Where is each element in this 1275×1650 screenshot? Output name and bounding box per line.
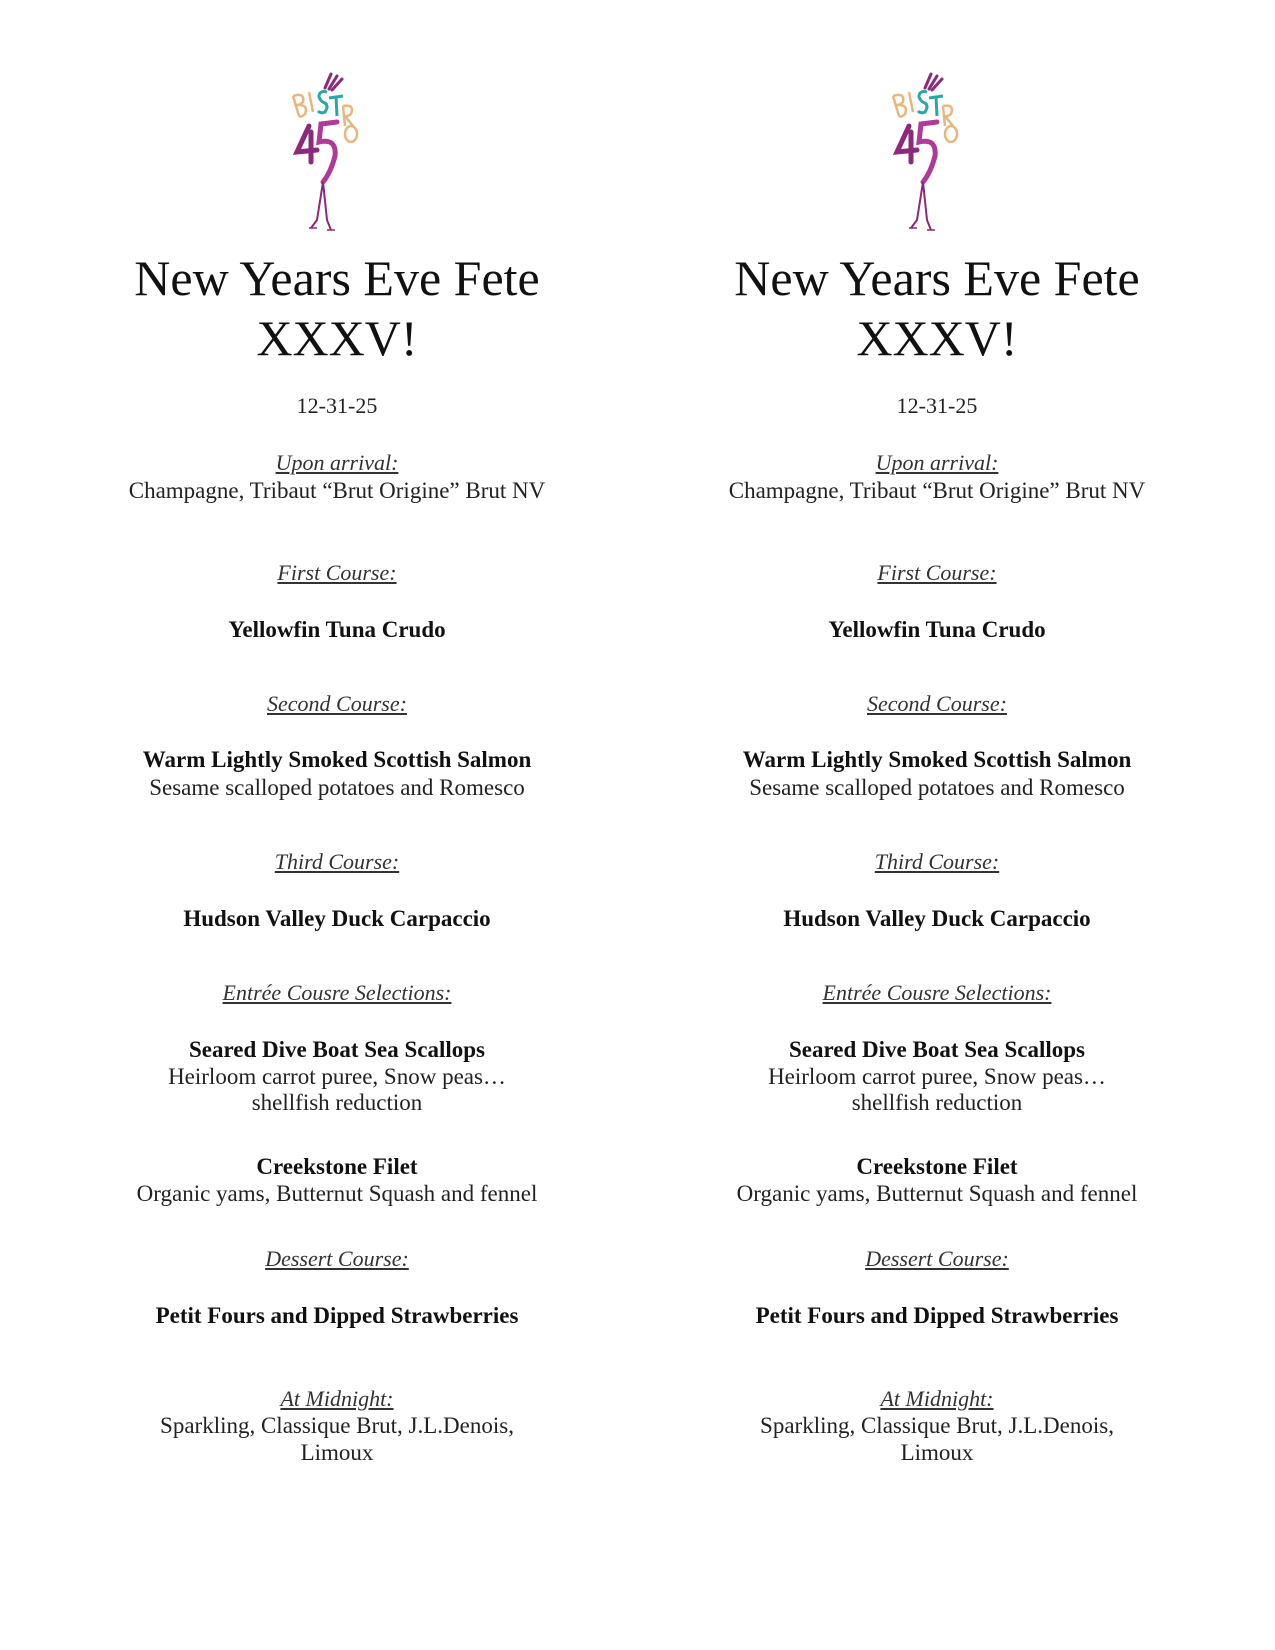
third-course-dish: Hudson Valley Duck Carpaccio xyxy=(783,906,1091,931)
midnight-wine-line1: Sparkling, Classique Brut, J.L.Denois, xyxy=(160,1413,514,1438)
entree2-desc: Organic yams, Butternut Squash and fennel xyxy=(136,1181,538,1206)
menu-title-line1: New Years Eve Fete xyxy=(134,250,540,306)
dessert-heading: Dessert Course: xyxy=(865,1246,1009,1271)
arrival-heading: Upon arrival: xyxy=(875,450,999,475)
entree1-desc-line1: Heirloom carrot puree, Snow peas… xyxy=(168,1064,506,1089)
second-course-heading: Second Course: xyxy=(867,691,1007,716)
entree2-dish: Creekstone Filet xyxy=(856,1154,1018,1179)
second-course-heading: Second Course: xyxy=(267,691,407,716)
menu-title-line1: New Years Eve Fete xyxy=(734,250,1140,306)
first-course-dish: Yellowfin Tuna Crudo xyxy=(228,617,446,642)
second-course-desc: Sesame scalloped potatoes and Romesco xyxy=(749,775,1125,800)
arrival-wine: Champagne, Tribaut “Brut Origine” Brut NV xyxy=(128,478,546,503)
midnight-wine-line2: Limoux xyxy=(300,1440,374,1465)
third-course-dish: Hudson Valley Duck Carpaccio xyxy=(183,906,491,931)
midnight-heading: At Midnight: xyxy=(280,1386,394,1411)
menu-date: 12-31-25 xyxy=(896,393,978,418)
menu-date: 12-31-25 xyxy=(296,393,378,418)
third-course-heading: Third Course: xyxy=(874,849,1000,874)
entree1-desc-line2: shellfish reduction xyxy=(251,1090,423,1115)
entree1-dish: Seared Dive Boat Sea Scallops xyxy=(788,1037,1086,1062)
arrival-wine: Champagne, Tribaut “Brut Origine” Brut NV xyxy=(728,478,1146,503)
dessert-dish: Petit Fours and Dipped Strawberries xyxy=(755,1303,1119,1328)
menu-card-right xyxy=(637,0,1237,1650)
entree2-desc: Organic yams, Butternut Squash and fennel xyxy=(736,1181,1138,1206)
dessert-heading: Dessert Course: xyxy=(265,1246,409,1271)
first-course-heading: First Course: xyxy=(277,560,397,585)
entree-heading: Entrée Cousre Selections: xyxy=(222,980,452,1005)
midnight-heading: At Midnight: xyxy=(880,1386,994,1411)
entree1-dish: Seared Dive Boat Sea Scallops xyxy=(188,1037,486,1062)
second-course-dish: Warm Lightly Smoked Scottish Salmon xyxy=(142,747,532,772)
entree1-desc-line1: Heirloom carrot puree, Snow peas… xyxy=(768,1064,1106,1089)
menu-title-line2: XXXV! xyxy=(856,310,1018,366)
menu-title-line2: XXXV! xyxy=(256,310,418,366)
bistro-45-logo xyxy=(287,70,387,240)
entree2-dish: Creekstone Filet xyxy=(256,1154,418,1179)
entree-heading: Entrée Cousre Selections: xyxy=(822,980,1052,1005)
second-course-desc: Sesame scalloped potatoes and Romesco xyxy=(149,775,525,800)
entree1-desc-line2: shellfish reduction xyxy=(851,1090,1023,1115)
midnight-wine-line2: Limoux xyxy=(900,1440,974,1465)
midnight-wine-line1: Sparkling, Classique Brut, J.L.Denois, xyxy=(760,1413,1114,1438)
first-course-dish: Yellowfin Tuna Crudo xyxy=(828,617,1046,642)
dessert-dish: Petit Fours and Dipped Strawberries xyxy=(155,1303,519,1328)
third-course-heading: Third Course: xyxy=(274,849,400,874)
second-course-dish: Warm Lightly Smoked Scottish Salmon xyxy=(742,747,1132,772)
bistro-45-logo xyxy=(887,70,987,240)
arrival-heading: Upon arrival: xyxy=(275,450,399,475)
first-course-heading: First Course: xyxy=(877,560,997,585)
menu-card-left xyxy=(37,0,637,1650)
